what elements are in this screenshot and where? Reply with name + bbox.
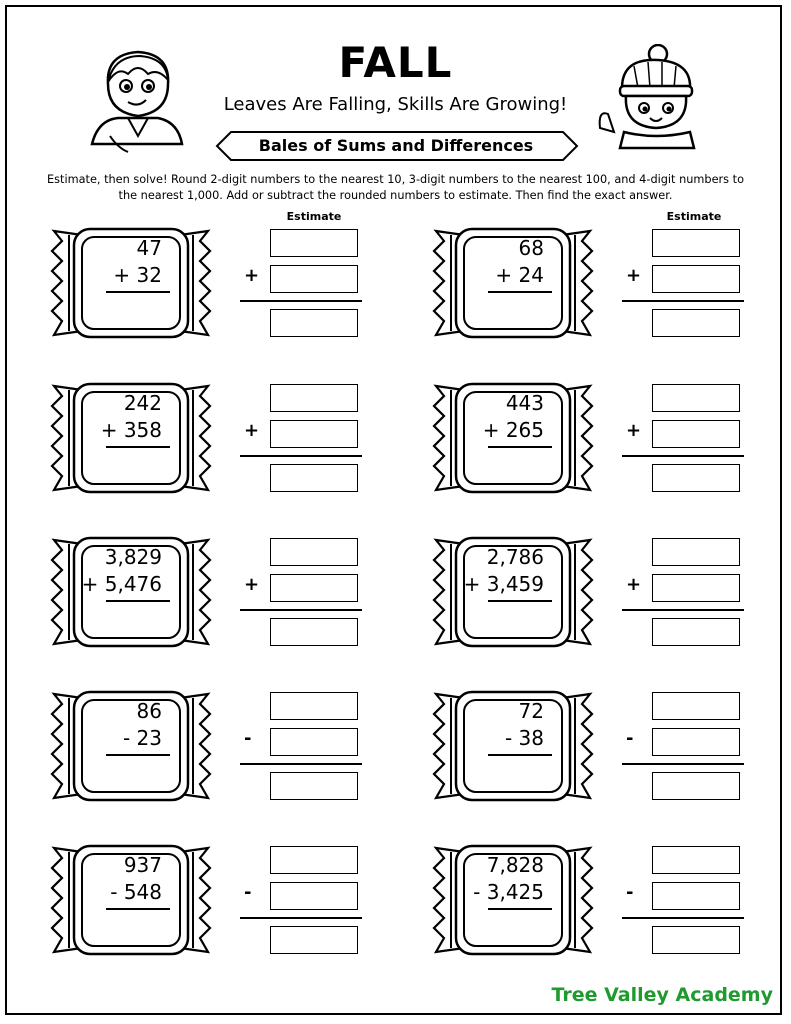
operator-sign: -: [626, 728, 634, 749]
estimate-box-2[interactable]: [652, 420, 740, 448]
estimate-box-1[interactable]: [652, 692, 740, 720]
problem-numbers: [78, 698, 190, 752]
estimate-box-1[interactable]: [270, 538, 358, 566]
estimate-sum-line: [240, 917, 362, 919]
estimate-label-right: Estimate: [666, 210, 722, 223]
answer-rule: [488, 291, 552, 293]
problem-numbers: [460, 698, 572, 752]
exact-answer-box[interactable]: [652, 772, 740, 800]
problem-numbers: [460, 852, 572, 906]
problem-numbers: [460, 390, 572, 444]
answer-rule: [106, 446, 170, 448]
estimate-sum-line: [622, 455, 744, 457]
operator-sign: -: [244, 882, 252, 903]
answer-rule: [488, 908, 552, 910]
first-number: 443: [505, 391, 544, 415]
second-number: - 23: [122, 726, 162, 750]
operator-sign: +: [244, 420, 260, 441]
estimate-label-left: Estimate: [286, 210, 342, 223]
hay-bale-problem: [48, 842, 214, 958]
hay-bale-problem: [430, 688, 596, 804]
estimate-box-1[interactable]: [270, 229, 358, 257]
estimate-box-1[interactable]: [652, 384, 740, 412]
hay-bale-problem: [48, 380, 214, 496]
first-number: 68: [518, 236, 544, 260]
estimate-box-1[interactable]: [652, 846, 740, 874]
exact-answer-box[interactable]: [652, 309, 740, 337]
hay-bale-problem: [430, 842, 596, 958]
first-number: 242: [123, 391, 162, 415]
brand-name: Tree Valley Academy: [551, 984, 773, 1006]
estimate-box-2[interactable]: [652, 574, 740, 602]
hay-bale-problem: [430, 534, 596, 650]
exact-answer-box[interactable]: [270, 309, 358, 337]
problem-numbers: [460, 544, 572, 598]
problem-numbers: [78, 852, 190, 906]
second-number: + 5,476: [81, 572, 162, 596]
hay-bale-problem: [430, 225, 596, 341]
operator-sign: -: [626, 882, 634, 903]
first-number: 937: [123, 853, 162, 877]
exact-answer-box[interactable]: [270, 772, 358, 800]
operator-sign: +: [626, 420, 642, 441]
banner-title: Bales of Sums and Differences: [258, 136, 534, 155]
problem-numbers: [78, 390, 190, 444]
exact-answer-box[interactable]: [652, 618, 740, 646]
problem-numbers: [460, 235, 572, 289]
operator-sign: +: [626, 265, 642, 286]
estimate-box-1[interactable]: [652, 538, 740, 566]
estimate-box-1[interactable]: [652, 229, 740, 257]
operator-sign: +: [244, 574, 260, 595]
hay-bale-problem: [430, 380, 596, 496]
hay-bale-problem: [48, 225, 214, 341]
estimate-sum-line: [622, 763, 744, 765]
problem-numbers: [78, 235, 190, 289]
second-number: - 38: [504, 726, 544, 750]
estimate-sum-line: [622, 609, 744, 611]
exact-answer-box[interactable]: [270, 926, 358, 954]
answer-rule: [488, 600, 552, 602]
estimate-box-2[interactable]: [270, 574, 358, 602]
second-number: + 24: [495, 263, 544, 287]
operator-sign: +: [244, 265, 260, 286]
estimate-box-2[interactable]: [270, 265, 358, 293]
second-number: - 3,425: [473, 880, 544, 904]
first-number: 47: [136, 236, 162, 260]
estimate-box-1[interactable]: [270, 846, 358, 874]
exact-answer-box[interactable]: [270, 618, 358, 646]
second-number: - 548: [110, 880, 162, 904]
estimate-box-2[interactable]: [270, 728, 358, 756]
first-number: 86: [136, 699, 162, 723]
operator-sign: -: [244, 728, 252, 749]
second-number: + 358: [100, 418, 162, 442]
first-number: 7,828: [486, 853, 544, 877]
estimate-box-2[interactable]: [270, 882, 358, 910]
second-number: + 32: [113, 263, 162, 287]
estimate-sum-line: [240, 763, 362, 765]
answer-rule: [106, 908, 170, 910]
answer-rule: [106, 754, 170, 756]
answer-rule: [106, 291, 170, 293]
first-number: 3,829: [104, 545, 162, 569]
estimate-sum-line: [240, 455, 362, 457]
estimate-box-1[interactable]: [270, 384, 358, 412]
estimate-sum-line: [240, 300, 362, 302]
estimate-box-2[interactable]: [270, 420, 358, 448]
estimate-box-2[interactable]: [652, 265, 740, 293]
instructions: Estimate, then solve! Round 2-digit numbers to the nearest 10, 3-digit numbers to the nearest 100, and 4-digit numbers to the nearest 1,000. Add or subtract the rounded numbers to estimate. Then find the exact answer.: [47, 173, 744, 202]
second-number: + 265: [482, 418, 544, 442]
operator-sign: +: [626, 574, 642, 595]
second-number: + 3,459: [463, 572, 544, 596]
estimate-sum-line: [622, 300, 744, 302]
exact-answer-box[interactable]: [652, 926, 740, 954]
answer-rule: [488, 446, 552, 448]
exact-answer-box[interactable]: [270, 464, 358, 492]
first-number: 2,786: [486, 545, 544, 569]
hay-bale-problem: [48, 534, 214, 650]
answer-rule: [106, 600, 170, 602]
estimate-box-2[interactable]: [652, 728, 740, 756]
estimate-box-2[interactable]: [652, 882, 740, 910]
estimate-sum-line: [240, 609, 362, 611]
estimate-box-1[interactable]: [270, 692, 358, 720]
first-number: 72: [518, 699, 544, 723]
estimate-sum-line: [622, 917, 744, 919]
page-title: FALL: [338, 38, 453, 87]
page-subtitle: Leaves Are Falling, Skills Are Growing!: [223, 94, 568, 115]
hay-bale-problem: [48, 688, 214, 804]
answer-rule: [488, 754, 552, 756]
exact-answer-box[interactable]: [652, 464, 740, 492]
problem-numbers: [78, 544, 190, 598]
